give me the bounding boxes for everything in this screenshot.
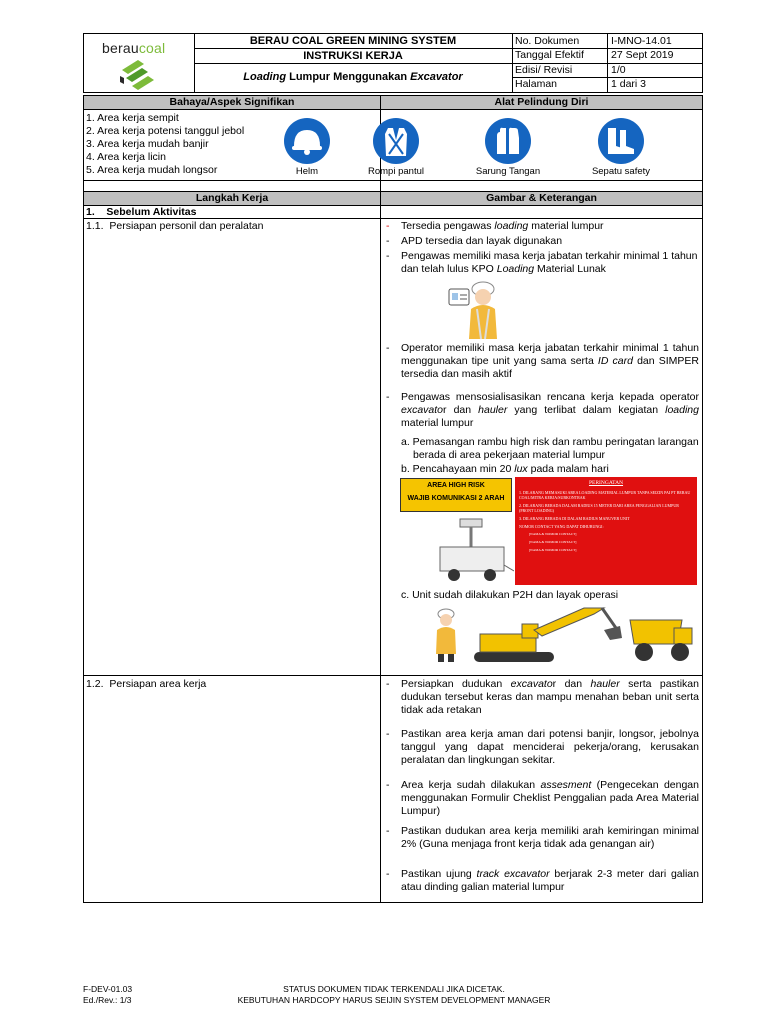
desc-item: Operator memiliki masa kerja jabatan terkahir minimal 1 tahun menggunakan tipe unit yang sama serta ID card dan SIMPER tersedia dan masih aktif — [401, 342, 699, 380]
sub-item-lighting: b. Pencahayaan min 20 lux pada malam hari — [401, 463, 609, 475]
logo-text-coal: coal — [138, 40, 166, 56]
desc-item: Tersedia pengawas loading material lumpur — [401, 220, 604, 232]
logo-text-berau: berau — [102, 40, 139, 56]
bullet-dash: - — [386, 868, 390, 880]
desc-item: Pengawas mensosialisasikan rencana kerja kepada operator excavator dan hauler yang terlibat dalam kegiatan loading material lumpur — [401, 391, 699, 429]
sub-item-signs: a. Pemasangan rambu high risk dan rambu peringatan larangan berada di area pekerjaan material lumpur — [401, 436, 699, 461]
warning-sign — [515, 477, 697, 585]
helmet-icon — [284, 118, 330, 164]
ppe-gloves — [473, 118, 543, 177]
hazard-item: 2. Area kerja potensi tanggul jebol — [86, 125, 245, 137]
berau-coal-logo-icon — [118, 56, 160, 90]
hazard-item: 3. Area kerja mudah banjir — [86, 138, 209, 150]
vest-icon — [373, 118, 419, 164]
document-meta — [512, 34, 702, 92]
ppe-label-helmet: Helm — [295, 166, 319, 177]
hazard-item: 1. Area kerja sempit — [86, 112, 179, 124]
desc-item: Pastikan ujung track excavator berjarak 2-3 meter dari galian atau dinding galian material lumpur — [401, 868, 699, 893]
desc-item: Pastikan area kerja aman dari potensi banjir, longsor, jebolnya tanggul yang dapat menciderai pekerja/orang, kerusakan peralatan dan lingkungan sekitar. — [401, 728, 699, 766]
meta-row-doc-no: No. Dokumen I-MNO-14.01 — [515, 35, 672, 47]
warning-sign-title: PERINGATAN — [588, 480, 624, 486]
meta-row-page: Halaman 1 dari 3 — [515, 78, 647, 90]
ppe-label-boots: Sepatu safety — [591, 166, 651, 177]
desc-item: Pastikan dudukan area kerja memiliki arah kemiringan minimal 2% (Guna menjaga front kerja tidak ada genangan air) — [401, 825, 699, 850]
form-revision: Ed./Rev.: 1/3 — [83, 995, 132, 1005]
document-footer — [0, 984, 768, 1014]
high-risk-sign-line1: AREA HIGH RISK — [427, 482, 485, 489]
equipment-illustration — [434, 604, 696, 666]
warning-sign-line: 2. DILARANG BERADA DALAM RADIUS 15 METER DARI AREA PENGGALIAN LUMPUR (FRONT LOADING) — [519, 503, 679, 513]
meta-row-effective-date: Tanggal Efektif 27 Sept 2019 — [515, 49, 674, 61]
document-title: Loading Lumpur Menggunakan Excavator — [243, 71, 463, 83]
ppe-boots — [586, 118, 656, 177]
footer-status: STATUS DOKUMEN TIDAK TERKENDALI JIKA DICETAK. — [283, 984, 505, 994]
document-type: INSTRUKSI KERJA — [303, 50, 403, 62]
warning-sign-line: [NAMA & NOMOR CONTACT] — [529, 532, 577, 536]
ppe-vest — [361, 118, 431, 177]
berau-coal-logo-text — [102, 40, 165, 56]
bullet-dash: - — [386, 220, 390, 232]
footer-hardcopy-note: KEBUTUHAN HARDCOPY HARUS SEIJIN SYSTEM DEVELOPMENT MANAGER — [237, 995, 551, 1005]
desc-item: APD tersedia dan layak digunakan — [401, 235, 563, 247]
supervisor-illustration — [447, 277, 503, 341]
step-1-2: 1.2. Persiapan area kerja — [86, 678, 207, 690]
high-risk-sign-line2: WAJIB KOMUNIKASI 2 ARAH — [407, 495, 505, 502]
bullet-dash: - — [386, 391, 390, 403]
step-1-1: 1.1. Persiapan personil dan peralatan — [86, 220, 264, 232]
boots-icon — [598, 118, 644, 164]
warning-sign-line: [NAMA & NOMOR CONTACT] — [529, 540, 577, 544]
system-title: BERAU COAL GREEN MINING SYSTEM — [249, 35, 457, 47]
ppe-label-vest: Rompi pantul — [368, 166, 424, 177]
bullet-dash: - — [386, 678, 390, 690]
desc-item: Persiapkan dudukan excavator dan hauler serta pastikan dudukan tersebut keras dan mampu menahan beban unit serta tidak ada retakan — [401, 678, 699, 716]
warning-sign-line: 1. DILARANG MEMASUKI AREA LOADING MATERIAL LUMPUR TANPA SEIZIN PAI PT BERAU COAL/MITRA KERJA/SUBKONTRAK — [519, 490, 691, 500]
bullet-dash: - — [386, 779, 390, 791]
hazard-item: 4. Area kerja licin — [86, 151, 166, 163]
form-code: F-DEV-01.03 — [83, 984, 133, 994]
title-cell — [194, 34, 513, 92]
logo-cell — [84, 34, 195, 92]
warning-sign-line: [NAMA & NOMOR CONTACT] — [529, 548, 577, 552]
high-risk-sign — [400, 478, 512, 512]
desc-item: Pengawas memiliki masa kerja jabatan terkahir minimal 1 tahun dan telah lulus KPO Loading Material Lunak — [401, 250, 698, 275]
instruction-table — [83, 95, 703, 903]
light-tower-illustration — [430, 517, 514, 587]
ppe-heading: Alat Pelindung Diri — [381, 96, 702, 110]
ppe-label-gloves: Sarung Tangan — [475, 166, 541, 177]
hazards-heading: Bahaya/Aspek Signifikan — [84, 96, 380, 110]
bullet-dash: - — [386, 342, 390, 354]
warning-sign-line: 3. DILARANG BERADA DI DALAM RADIUS MANUVER UNIT — [519, 516, 630, 521]
meta-row-revision: Edisi/ Revisi 1/0 — [515, 64, 626, 76]
sub-item-p2h: c. Unit sudah dilakukan P2H dan layak operasi — [401, 589, 619, 601]
gloves-icon — [485, 118, 531, 164]
warning-sign-line: NOMOR CONTACT YANG DAPAT DIHUBUNGI: — [519, 524, 604, 529]
steps-heading: Langkah Kerja — [84, 191, 380, 206]
bullet-dash: - — [386, 250, 390, 262]
ppe-helmet — [272, 118, 342, 177]
description-heading: Gambar & Keterangan — [381, 191, 702, 206]
section-before-activity: 1. Sebelum Aktivitas — [86, 206, 197, 218]
bullet-dash: - — [386, 825, 390, 837]
desc-item: Area kerja sudah dilakukan assesment (Pengecekan dengan menggunakan Formulir Cheklist Penggalian pada Area Material Lumpur) — [401, 779, 699, 817]
document-header — [83, 33, 703, 93]
bullet-dash: - — [386, 728, 390, 740]
bullet-dash: - — [386, 235, 390, 247]
hazard-item: 5. Area kerja mudah longsor — [86, 164, 218, 176]
